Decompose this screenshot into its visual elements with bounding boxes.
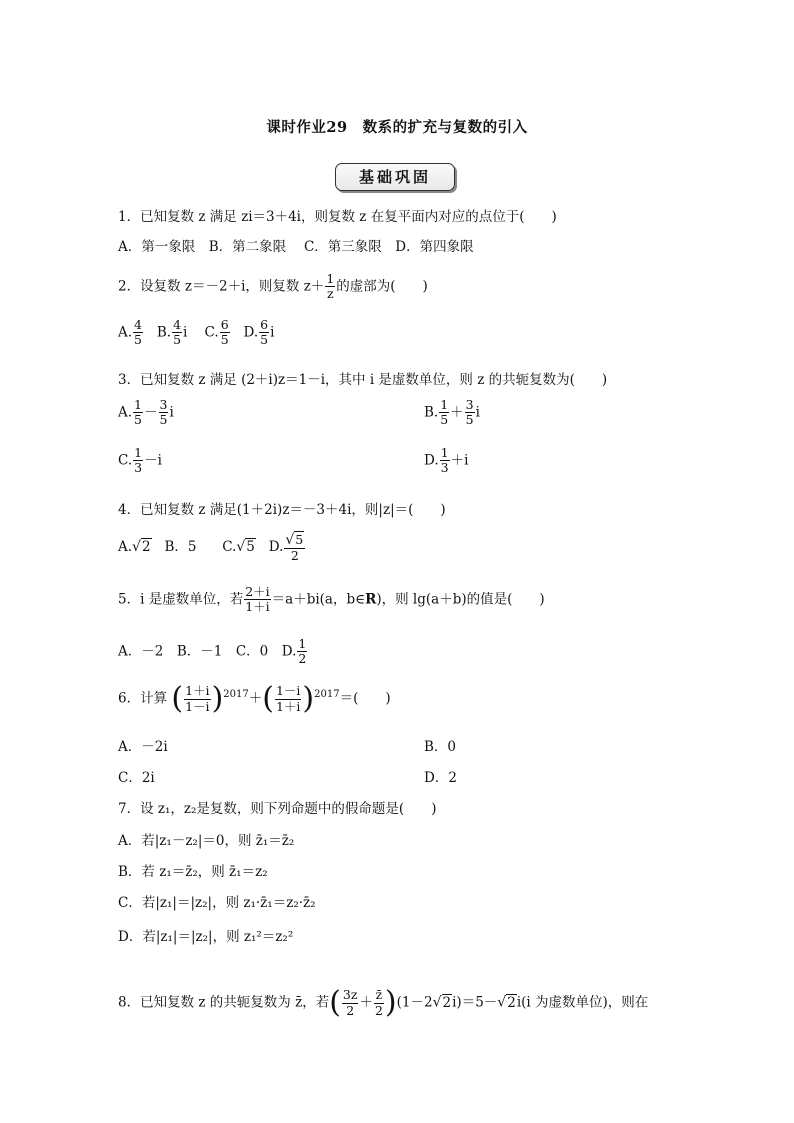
q6-stem-post: ＝( ) (339, 690, 391, 707)
q3-b-d1: 5 (440, 412, 449, 428)
question-3-option-c (118, 446, 162, 476)
q6-exponent-2: 2017 (314, 689, 340, 700)
q4-a-label: A. (118, 539, 133, 556)
q5-stem-mid: ＝a＋bi(a，b∈ (271, 591, 366, 608)
q4-d-label: D. (268, 539, 284, 556)
q3-d-label: D. (424, 452, 439, 469)
q3-d-frac (440, 446, 450, 476)
q6-fraction-2 (275, 684, 301, 714)
question-7-option-c: C．若|z₁|＝|z₂|，则 z₁·z̄₁＝z₂·z̄₂ (118, 895, 316, 911)
question-1-stem: 1．已知复数 z 满足 zi＝3＋4i，则复数 z 在复平面内对应的点位于( ) (118, 209, 557, 225)
q2-c-den: 5 (220, 332, 229, 348)
question-6-option-d: D．2 (424, 770, 457, 786)
q2-option-c-label: C. (204, 324, 219, 341)
q2-a-den: 5 (134, 332, 142, 348)
q2-option-c-frac (220, 318, 230, 348)
q3-b-suffix: i (475, 404, 480, 421)
q3-b-n2: 3 (465, 397, 474, 412)
q4-a-radicand: 2 (141, 539, 151, 556)
question-7-option-d: D．若|z₁|＝|z₂|，则 z₁²＝z₂² (118, 929, 294, 945)
q5-stem-post: )，则 lg(a＋b)的值是( ) (376, 591, 545, 608)
page-title: 课时作业29 数系的扩充与复数的引入 (266, 119, 528, 136)
q2-stem-post: 的虚部为( ) (336, 278, 428, 295)
q3-b-frac1 (439, 398, 449, 428)
q8-radicand-2: 2 (507, 994, 516, 1011)
q4-c-radicand: 5 (246, 539, 255, 556)
q2-frac-den: z (326, 286, 334, 302)
q6-fraction-1 (184, 684, 210, 714)
q3-a-suffix: i (169, 404, 174, 421)
q2-option-b-label: B. (156, 324, 172, 341)
q6-f2-den: 1＋i (275, 698, 301, 714)
question-1-options: A．第一象限 B．第二象限 C．第三象限 D．第四象限 (118, 239, 474, 255)
q5-real-set: R (365, 591, 377, 608)
q3-b-n1: 1 (440, 397, 449, 412)
q8-f1-num: 3z (342, 987, 358, 1003)
q2-d-suffix: i (270, 324, 275, 341)
question-7-stem: 7．设 z₁，z₂是复数，则下列命题中的假命题是( ) (118, 801, 437, 817)
q2-d-den: 5 (260, 332, 269, 348)
q3-a-frac2 (159, 398, 169, 428)
q5-d-num: 1 (298, 636, 307, 651)
q3-b-mid: ＋ (450, 404, 464, 421)
q4-c-label: C. (222, 539, 237, 556)
q4-option-b: B．5 (164, 539, 197, 556)
q2-b-den: 5 (173, 332, 182, 348)
q2-frac-num: 1 (326, 271, 335, 286)
q6-f2-num: 1－i (275, 683, 301, 699)
question-4-options: A.√2 B．5 C.√5 D. $\frac{√5}{2}$ (118, 532, 304, 564)
q3-c-frac (133, 446, 143, 476)
q5-d-frac (297, 637, 307, 667)
q8-stem-pre: 8．已知复数 z 的共轭复数为 z̄，若 (118, 994, 330, 1011)
question-6-option-c: C．2i (118, 770, 155, 786)
question-7-option-a: A．若|z₁－z₂|＝0，则 z̄₁＝z̄₂ (118, 833, 295, 849)
q3-c-n1: 1 (134, 445, 143, 460)
question-2-options (118, 318, 274, 348)
question-8-stem: 8．已知复数 z 的共轭复数为 z̄，若( $\frac{3z}{2}$ ＋ $\frac{z̄}{2}$ )(1－2√2i)＝5－√2i(i 为虚数单位)，则在 (118, 985, 649, 1020)
q3-b-frac2 (465, 398, 475, 428)
q5-d-den: 2 (298, 651, 307, 667)
q2-b-suffix: i (183, 324, 188, 341)
q2-option-a-frac (133, 318, 143, 348)
q8-mid2: i)＝5－ (452, 994, 498, 1011)
question-5-stem (118, 585, 545, 615)
q2-c-num: 6 (220, 317, 229, 332)
q8-fraction-2 (374, 988, 384, 1018)
q2-option-a-label: A. (118, 324, 133, 341)
q8-mid: (1－2 (396, 994, 433, 1011)
q3-c-label: C. (118, 452, 133, 469)
q5-frac-den: 1＋i (245, 599, 270, 615)
question-5-options (118, 637, 308, 667)
q2-b-num: 4 (173, 317, 182, 332)
question-3-option-b (424, 398, 480, 428)
q8-f1-den: 2 (346, 1002, 355, 1018)
q3-c-d1: 3 (134, 460, 143, 476)
question-6-option-b: B．0 (424, 739, 457, 755)
q6-stem-pre: 6．计算 (118, 690, 168, 707)
q4-d-den: 2 (290, 548, 299, 564)
q3-a-mid: － (144, 404, 158, 421)
q5-stem-pre: 5．i 是虚数单位，若 (118, 591, 244, 608)
q8-stem-post: i(i 为虚数单位)，则在 (516, 994, 649, 1011)
q3-a-label: A. (118, 404, 133, 421)
question-4-stem: 4．已知复数 z 满足(1＋2i)z＝－3＋4i，则|z|＝( ) (118, 502, 446, 518)
q6-plus: ＋ (248, 690, 263, 707)
q3-d-suffix: ＋i (450, 452, 469, 469)
q2-d-num: 6 (260, 317, 269, 332)
q2-stem-pre: 2．设复数 z＝－2＋i，则复数 z＋ (118, 278, 325, 295)
q4-d-radicand: 5 (295, 532, 304, 547)
q8-radicand-1: 2 (442, 994, 452, 1011)
q8-plus: ＋ (359, 994, 373, 1011)
q4-d-frac: $\frac{√5}{2}$ (285, 532, 304, 564)
question-6-option-a: A．－2i (118, 739, 168, 755)
q8-f2-num: z̄ (375, 987, 383, 1003)
q3-d-d1: 3 (440, 460, 449, 476)
question-2-stem (118, 272, 428, 302)
q6-f1-den: 1－i (185, 698, 210, 714)
q2-fraction (325, 272, 335, 302)
q6-exponent-1: 2017 (223, 689, 249, 700)
q8-f2-den: 2 (374, 1002, 383, 1018)
q3-d-n1: 1 (440, 445, 449, 460)
q2-option-d-label: D. (243, 324, 259, 341)
section-badge: 基础巩固 (335, 163, 455, 191)
q8-fraction-1 (342, 988, 359, 1018)
q6-f1-num: 1＋i (185, 683, 210, 699)
question-3-option-d (424, 446, 468, 476)
q3-a-d1: 5 (134, 412, 142, 428)
q3-b-d2: 5 (465, 412, 474, 428)
question-7-option-b: B．若 z₁＝z̄₂，则 z̄₁＝z₂ (118, 864, 268, 880)
q3-a-n2: 3 (159, 397, 168, 412)
q2-option-d-frac (259, 318, 269, 348)
q3-a-n1: 1 (134, 397, 142, 412)
question-3-stem: 3．已知复数 z 满足 (2＋i)z＝1－i，其中 i 是虚数单位，则 z 的共轭复数为( ) (118, 372, 608, 388)
q5-options-text: A．－2 B．－1 C．0 D. (118, 643, 297, 660)
q5-frac-num: 2＋i (245, 584, 270, 599)
q3-c-suffix: －i (144, 452, 162, 469)
q3-b-label: B. (424, 404, 439, 421)
question-3-option-a (118, 398, 174, 428)
q2-a-num: 4 (134, 317, 142, 332)
q2-option-b-frac (172, 318, 182, 348)
question-6-stem: 6．计算 ( $\frac{1+i}{1-i}$ )$^{2017}$＋( $\frac{1-i}{1+i}$ )$^{2017}$＝( ) (118, 681, 391, 716)
q5-fraction (244, 585, 270, 615)
q3-a-d2: 5 (159, 412, 168, 428)
q3-a-frac1 (133, 398, 143, 428)
